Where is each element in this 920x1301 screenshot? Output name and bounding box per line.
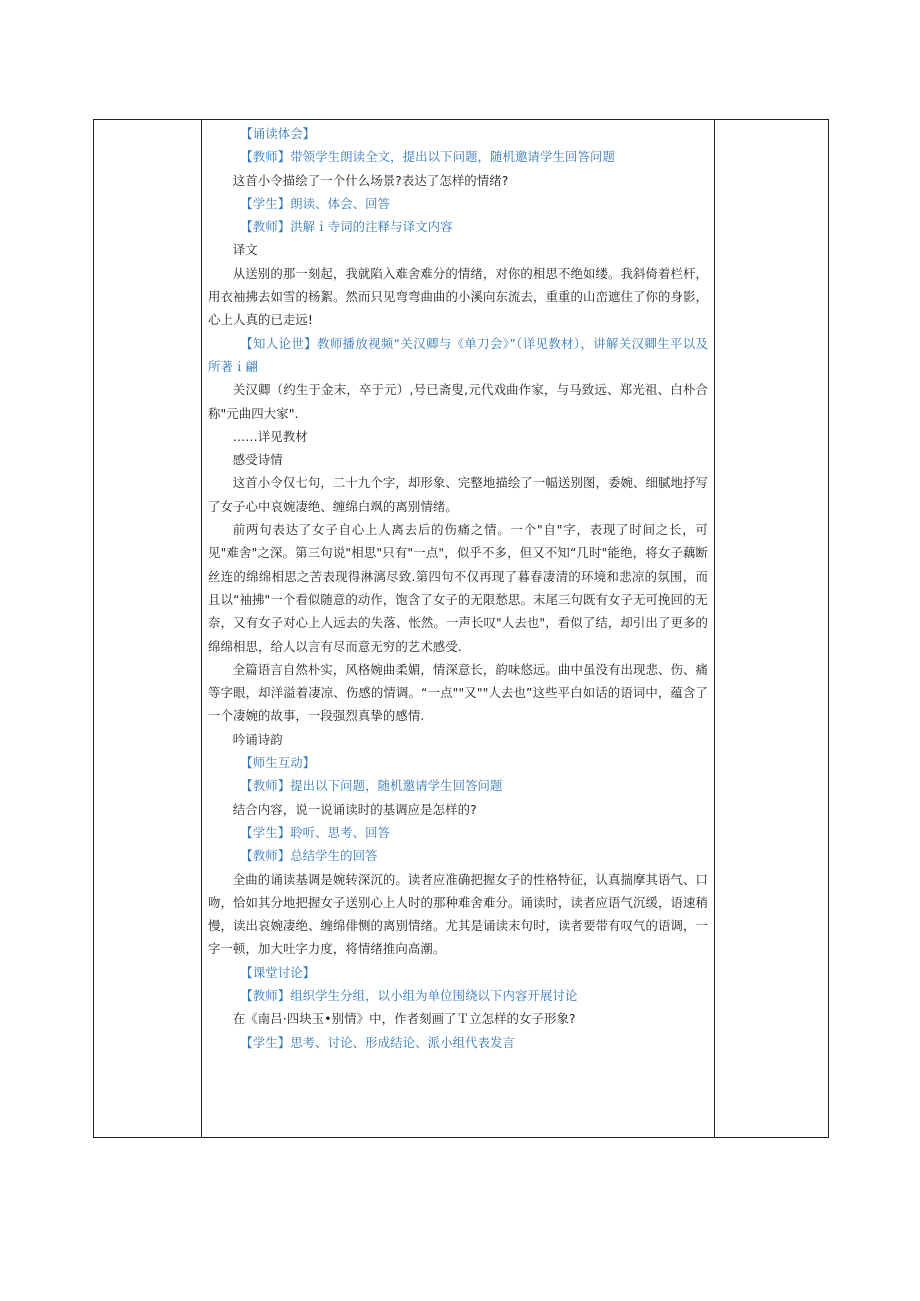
teacher-step: 【教师】带领学生朗读全文，提出以下问题，随机邀请学生回答问题 [240,149,615,165]
analysis-paragraph-1: 这首小令仅七句，二十九个字，却形象、完整地描绘了一幅送别图，委婉、细腻地抒写了女子心中哀婉凄绝、缠绵白飒的离别情绪。 [208,475,708,514]
student-step: 【学生】聆听、思考、回答 [240,824,391,840]
see-textbook-note: ……详见教材 [232,428,308,444]
subheading-feeling: 感受诗情 [232,452,283,468]
analysis-paragraph-3: 全篇语言自然朴实，风格婉曲柔媚，情深意长，韵味悠远。曲中虽没有出现悲、伤、痛等字眼，却洋溢着凄凉、伤感的情调。“一点""又""人去也”这些平白如话的语词中，蕴含了一个凄婉的故事，一段强烈真挚的感情. [208,661,708,724]
question-text: 在《南吕·四块玉•别情》中，作者刻画了Ｔ立怎样的女子形象? [232,1011,576,1027]
teacher-step: 【教师】组织学生分组，以小组为单位围绕以下内容开展讨论 [240,987,578,1003]
subheading-recitation: 吟诵诗韵 [232,731,283,747]
analysis-paragraph-2: 前两句表达了女子自心上人离去后的伤痛之情。一个"自"字，表现了时间之长，可见"难舍"之深。第三句说"相思"只有"一点"，似乎不多，但又不知“几时"能绝，将女子藕断丝连的绵绵相思之苦表现得淋漓尽致.第四句不仅再现了暮春凄清的环境和悲凉的氛围，而且以“袖拂"一个看似随意的动作，饱含了女子的无限愁思。末尾三句既有女子无可挽回的无奈，又有女子对心上人远去的失落、怅然。一声长叹"人去也"，看似了结，却引出了更多的绵绵相思，给人以言有尽而意无穷的艺术感受. [208,522,708,654]
teacher-step: 【教师】提出以下问题，随机邀请学生回答问题 [240,778,503,794]
section-heading-discussion: 【课堂讨论】 [240,964,316,980]
section-heading-reading: 【诵读体会】 [240,126,316,141]
lesson-table [93,119,829,1138]
right-column [714,120,828,1137]
question-text: 结合内容，说一说诵读时的基调应是怎样的? [232,801,477,817]
subheading-translation: 译文 [232,242,258,258]
left-column [94,120,202,1137]
question-text: 这首小令描绘了一个什么场景?表达了怎样的情绪? [232,172,509,188]
section-heading-interaction: 【师生互动】 [240,755,316,771]
teacher-step: 【教师】洪解ｉ寺词的注释与译文内容 [240,219,453,235]
main-content-column [202,120,714,1137]
summary-paragraph: 全曲的诵读基调是婉转深沉的。读者应准确把握女子的性格特征，认真揣摩其语气、口吻，恰如其分地把握女子送别心上人时的那种难舍难分。诵读时，读者应语气沉缓，语速稍慢，读出哀婉凄绝、缠绵俳恻的离别情绪。尤其是诵读末句时，读者要带有叹气的语调，一字一顿，加大吐字力度，将情绪推向高潮。 [208,871,708,957]
translation-paragraph: 从送别的那一刻起，我就陷入难舍难分的情绪，对你的相思不绝如缕。我斜倚着栏杆，用衣袖拂去如雪的杨絮。然而只见弯弯曲曲的小溪向东流去，重重的山峦遮住了你的身影，心上人真的已走远! [208,265,708,328]
teacher-step: 【教师】总结学生的回答 [240,848,378,864]
student-step: 【学生】思考、讨论、形成结论、派小组代表发言 [240,1034,516,1050]
section-heading-author: 【知人论世】教师播放视频“关汉卿与《单刀会》”（详见教材），讲解关汉卿生平以及所著ｉ翩 [208,335,708,374]
student-step: 【学生】朗读、体会、回答 [240,195,391,211]
author-paragraph: 关汉卿（约生于金末，卒于元）,号已斋叟,元代戏曲作家，与马致远、郑光祖、白朴合称"元曲四大家". [208,382,708,421]
